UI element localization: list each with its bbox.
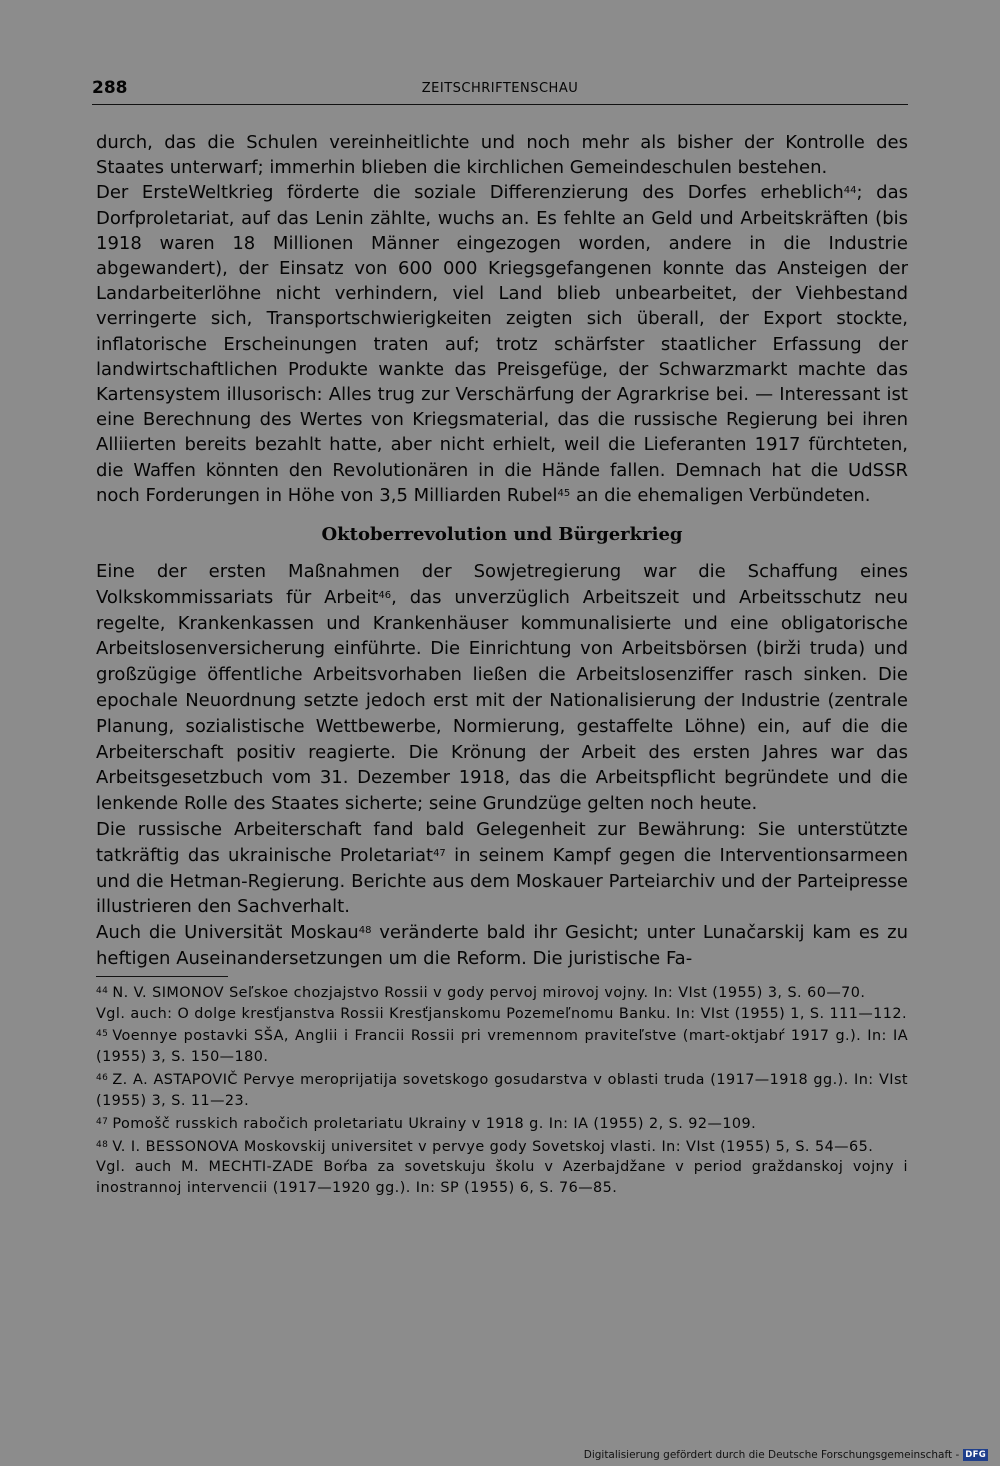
paragraph: Der ErsteWeltkrieg förderte die soziale Differenzierung des Dorfes erheblich$^{44}$; das Dorfproletariat, auf das Lenin zählte, wuchs an. Es fehlte an Geld und Arbeitskräften (bis 1918 waren 18 Millionen Männer eingezogen worden, andere in die Industrie abgewandert), der Einsatz von 600 000 Kriegsgefangenen konnte das Ansteigen der Landarbeiterlöhne nicht verhindern, viel Land blieb unbearbeitet, der Viehbestand verringerte sich, Transportschwierigkeiten zeigten sich überall, der Export stockte, inflatorische Erscheinungen traten auf; trotz schärfster staatlicher Erfassung der landwirtschaftlichen Produkte wankte das Preisgefüge, der Schwarzmarkt machte das Kartensystem illusorisch: Alles trug zur Verschärfung der Agrarkrise bei. — Interessant ist eine Berechnung des Wertes von Kriegsmaterial, das die russische Regierung bei ihren Alliierten bereits bezahlt hatte, aber nicht erhielt, weil die Lieferanten 1917 fürchteten, die Waffen könnten den Revolutionären in die Hände fallen. Demnach hat die UdSSR noch Forderungen in Höhe von 3,5 Milliarden Rubel$^{45}$ an die ehemaligen Verbündeten. <box>96 182 909 506</box>
page-header <box>92 78 908 105</box>
footnote-ref[interactable]: 48 <box>358 925 372 937</box>
footnote: $^{44}$ N. V. SIMONOV Seľskoe chozjajstvo Rossii v gody pervoj mirovoj vojny. In: VIst (1955) 3, S. 60—70. <box>96 984 866 1001</box>
footnote: $^{47}$ Pomošč russkich rabočich proletariatu Ukrainy v 1918 g. In: IA (1955) 2, S. 92—109. <box>96 1115 757 1132</box>
footnote: $^{46}$ Z. A. ASTAPOVIČ Pervye meroprijatija sovetskogo gosudarstva v oblasti truda (1917—1918 gg.). In: VIst (1955) 3, S. 11—23. <box>96 1072 908 1109</box>
paragraph: Auch die Universität Moskau$^{48}$ veränderte bald ihr Gesicht; unter Lunačarskij kam es zu heftigen Auseinandersetzungen um die Reform. Die juristische Fa- <box>96 922 908 969</box>
footnote: $^{48}$ V. I. BESSONOVA Moskovskij universitet v pervye gody Sovetskoj vlasti. In: VIst (1955) 5, S. 54—65. <box>96 1138 874 1155</box>
running-title: ZEITSCHRIFTENSCHAU <box>421 81 579 96</box>
paragraph: Die russische Arbeiterschaft fand bald Gelegenheit zur Bewährung: Sie unterstützte tatkräftig das ukrainische Proletariat$^{47}$ in seinem Kampf gegen die Interventionsarmeen und die Hetman-Regierung. Berichte aus dem Moskauer Parteiarchiv und der Parteipresse illustrieren den Sachverhalt. <box>96 819 908 918</box>
section-heading: Oktoberrevolution und Bürgerkrieg <box>321 524 683 546</box>
footnote-ref[interactable]: 46 <box>378 589 392 601</box>
footnote: Vgl. auch M. MECHTI-ZADE Boŕba za sovetskuju školu v Azerbajdžane v period graždanskoj vojny i inostrannoj intervencii (1917—1920 gg.). In: SP (1955) 6, S. 76—85. <box>96 1159 908 1197</box>
footnote-ref[interactable]: 45 <box>557 487 571 499</box>
footnote-divider <box>96 976 228 977</box>
section-oktoberrevolution <box>96 524 908 972</box>
digitization-note: Digitalisierung gefördert durch die Deutsche Forschungsgemeinschaft - <box>583 1449 960 1461</box>
digitization-credit <box>584 1448 988 1462</box>
footnotes <box>96 981 908 1199</box>
footnote: Vgl. auch: O dolge kresťjanstva Rossii Kresťjanskomu Pozemeľnomu Banku. In: VIst (1955) 1, S. 111—112. <box>96 1005 908 1022</box>
dfg-logo: DFG <box>965 1450 986 1460</box>
footnote: $^{45}$ Voennye postavki SŠA, Anglii i Francii Rossii pri vremennom praviteľstve (mart-oktjabŕ 1917 g.). In: IA (1955) 3, S. 150—180. <box>96 1028 908 1066</box>
footnote-ref[interactable]: 47 <box>433 847 446 859</box>
page-number: 288 <box>92 78 128 98</box>
paragraph: Eine der ersten Maßnahmen der Sowjetregierung war die Schaffung eines Volkskommissariats für Arbeit$^{46}$, das unverzüglich Arbeitszeit und Arbeitsschutz neu regelte, Krankenkassen und Krankenhäuser kommunalisierte und eine obligatorische Arbeitslosenversicherung einführte. Die Einrichtung von Arbeitsbörsen (birži truda) und großzügige öffentliche Arbeitsvorhaben ließen die Arbeitslosenziffer rasch sinken. Die epochale Neuordnung setzte jedoch erst mit der Nationalisierung der Industrie (zentrale Planung, sozialistische Wettbewerbe, Normierung, gestaffelte Löhne) ein, auf die die Arbeiterschaft positiv reagierte. Die Krönung der Arbeit des ersten Jahres war das Arbeitsgesetzbuch vom 31. Dezember 1918, das die Arbeitspflicht begründete und die lenkende Rolle des Staates sicherte; seine Grundzüge gelten noch heute. <box>96 561 908 815</box>
main-text <box>96 130 908 1199</box>
paragraph: durch, das die Schulen vereinheitlichte und noch mehr als bisher der Kontrolle des Staates unterwarf; immerhin blieben die kirchlichen Gemeindeschulen bestehen. <box>96 132 908 179</box>
footnote-ref[interactable]: 44 <box>843 185 857 197</box>
